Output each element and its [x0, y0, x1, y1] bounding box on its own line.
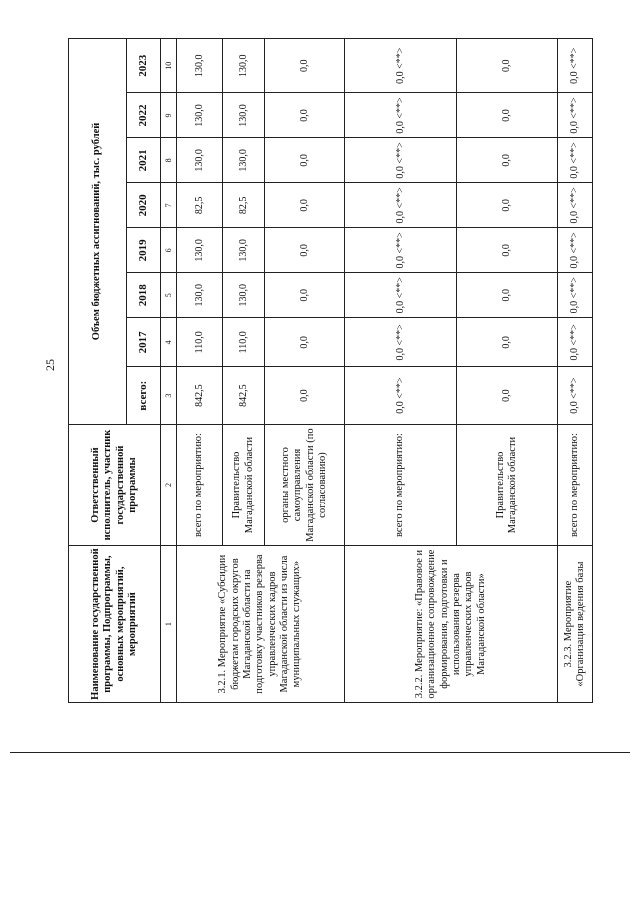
header-year: 2023 [127, 39, 161, 93]
year-value-cell: 130,0 [177, 39, 223, 93]
header-volume: Объем бюджетных ассигнований, тыс. рублей [69, 39, 127, 425]
year-value-cell: 0,0 <**> [558, 93, 593, 138]
year-value-cell: 0,0 <**> [345, 273, 457, 318]
column-number: 6 [161, 228, 177, 273]
column-number: 9 [161, 93, 177, 138]
table-row [345, 39, 457, 703]
total-value-cell: 0,0 [457, 367, 558, 425]
year-value-cell: 0,0 <**> [558, 183, 593, 228]
year-value-cell: 0,0 <**> [345, 93, 457, 138]
total-value-cell: 842,5 [177, 367, 223, 425]
table-row [558, 39, 593, 703]
header-year: 2020 [127, 183, 161, 228]
year-value-cell: 130,0 [177, 228, 223, 273]
year-value-cell: 0,0 <**> [558, 318, 593, 367]
header-executor: Ответственный исполнитель, участник государственной программы [69, 424, 161, 545]
year-value-cell: 0,0 <**> [345, 39, 457, 93]
year-value-cell: 0,0 [265, 318, 345, 367]
budget-table [68, 38, 593, 703]
column-number: 3 [161, 367, 177, 425]
year-value-cell: 82,5 [223, 183, 265, 228]
year-value-cell: 130,0 [223, 138, 265, 183]
column-number-row [161, 39, 177, 703]
year-value-cell: 0,0 [457, 39, 558, 93]
year-value-cell: 0,0 <**> [345, 228, 457, 273]
header-row-1 [69, 39, 127, 703]
header-year: 2018 [127, 273, 161, 318]
activity-name-cell: 3.2.1. Мероприятие «Субсидии бюджетам городских округов Магаданской области на подготовку участников резерва управленческих кадров Магаданской области из числа муниципальных служащих» [177, 546, 345, 703]
year-value-cell: 0,0 <**> [558, 138, 593, 183]
column-number: 10 [161, 39, 177, 93]
column-number: 7 [161, 183, 177, 228]
year-value-cell: 0,0 [457, 273, 558, 318]
executor-cell: всего по мероприятию: [345, 424, 457, 545]
year-value-cell: 0,0 <**> [558, 273, 593, 318]
activity-name-cell: 3.2.2. Мероприятие: «Правовое и организационное сопровождение формирования, подготовки и использования резерва управленческих кадров Магаданской области» [345, 546, 558, 703]
year-value-cell: 82,5 [177, 183, 223, 228]
year-value-cell: 0,0 <**> [558, 228, 593, 273]
year-value-cell: 0,0 [265, 138, 345, 183]
total-value-cell: 842,5 [223, 367, 265, 425]
year-value-cell: 110,0 [223, 318, 265, 367]
year-value-cell: 130,0 [177, 93, 223, 138]
executor-cell: всего по мероприятию: [558, 424, 593, 545]
executor-cell: органы местного самоуправления Магаданской области (по согласованию) [265, 424, 345, 545]
year-value-cell: 0,0 [457, 93, 558, 138]
column-number: 4 [161, 318, 177, 367]
header-year: 2019 [127, 228, 161, 273]
column-number: 2 [161, 424, 177, 545]
total-value-cell: 0,0 <**> [558, 367, 593, 425]
rotated-table-frame [68, 38, 586, 703]
header-name: Наименование государственной программы, Подпрограммы, основных мероприятий, мероприятий [69, 546, 161, 703]
column-number: 1 [161, 546, 177, 703]
year-value-cell: 0,0 [265, 39, 345, 93]
executor-cell: Правительство Магаданской области [223, 424, 265, 545]
year-value-cell: 0,0 [457, 228, 558, 273]
year-value-cell: 130,0 [223, 228, 265, 273]
executor-cell: Правительство Магаданской области [457, 424, 558, 545]
column-number: 8 [161, 138, 177, 183]
header-year: 2017 [127, 318, 161, 367]
year-value-cell: 0,0 <**> [558, 39, 593, 93]
year-value-cell: 110,0 [177, 318, 223, 367]
total-value-cell: 0,0 <**> [345, 367, 457, 425]
header-year: 2022 [127, 93, 161, 138]
horizontal-rule [10, 752, 630, 753]
year-value-cell: 0,0 [457, 318, 558, 367]
executor-cell: всего по мероприятию: [177, 424, 223, 545]
page-number: 25 [43, 359, 57, 371]
year-value-cell: 0,0 [457, 138, 558, 183]
header-year: 2021 [127, 138, 161, 183]
header-total: всего: [127, 367, 161, 425]
year-value-cell: 0,0 [457, 183, 558, 228]
year-value-cell: 130,0 [223, 39, 265, 93]
year-value-cell: 0,0 [265, 183, 345, 228]
year-value-cell: 130,0 [223, 273, 265, 318]
year-value-cell: 0,0 [265, 273, 345, 318]
table-row [177, 39, 223, 703]
activity-name-cell: 3.2.3. Мероприятие «Организация ведения базы [558, 546, 593, 703]
year-value-cell: 130,0 [177, 138, 223, 183]
year-value-cell: 130,0 [177, 273, 223, 318]
column-number: 5 [161, 273, 177, 318]
year-value-cell: 0,0 [265, 93, 345, 138]
year-value-cell: 0,0 <**> [345, 138, 457, 183]
year-value-cell: 0,0 [265, 228, 345, 273]
total-value-cell: 0,0 [265, 367, 345, 425]
year-value-cell: 130,0 [223, 93, 265, 138]
year-value-cell: 0,0 <**> [345, 183, 457, 228]
year-value-cell: 0,0 <**> [345, 318, 457, 367]
